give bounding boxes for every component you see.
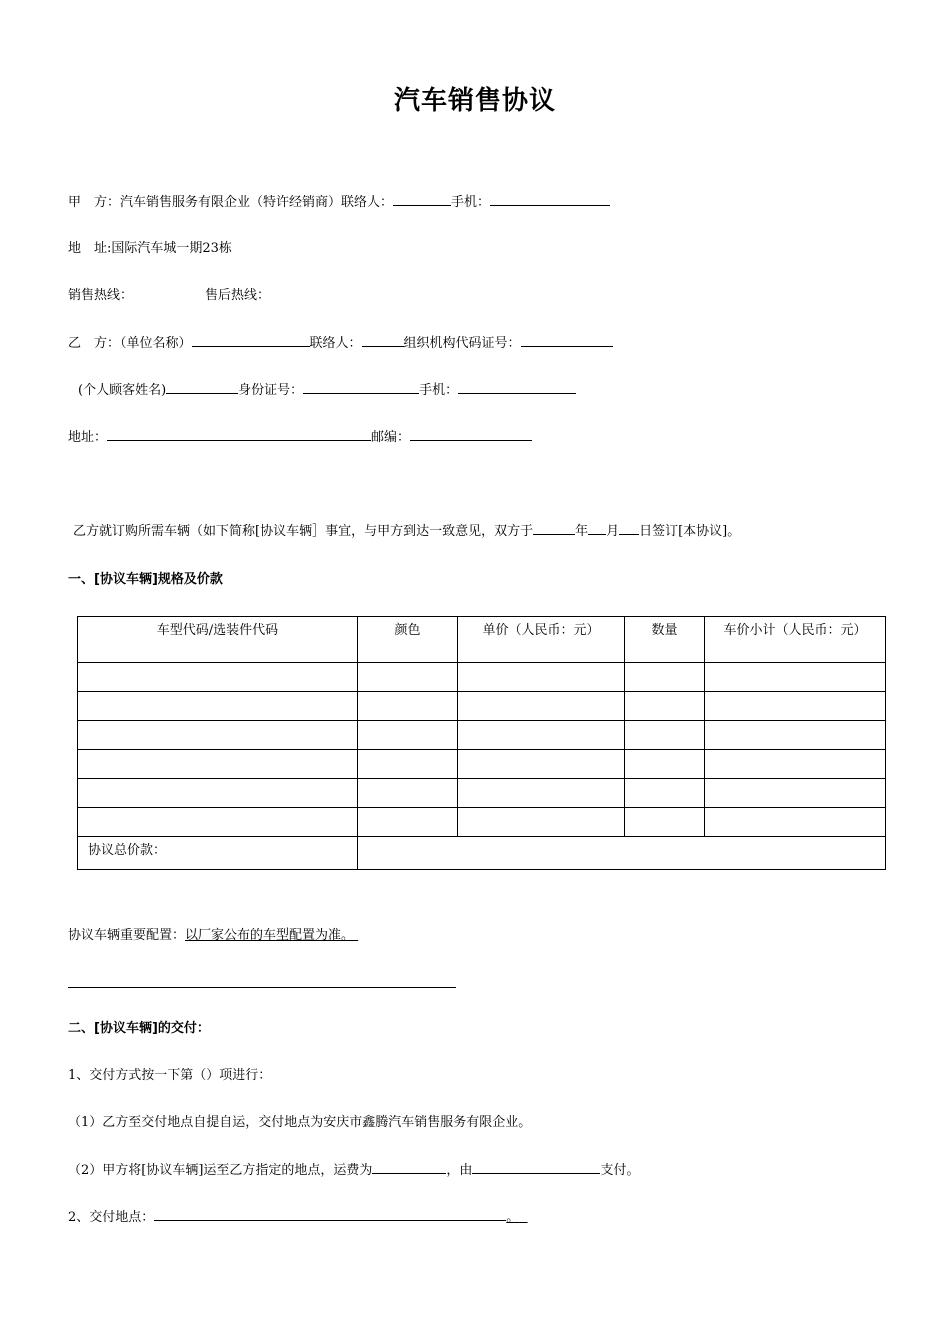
table-cell[interactable] (625, 808, 705, 837)
intro-month: 月 (606, 524, 620, 539)
table-cell[interactable] (358, 779, 458, 808)
intro-line (73, 522, 740, 541)
table-cell[interactable] (458, 721, 625, 750)
header-model-code: 车型代码/选装件代码 (78, 617, 358, 663)
personal-line (78, 381, 576, 400)
table-cell[interactable] (705, 663, 886, 692)
table-cell[interactable] (625, 663, 705, 692)
table-cell[interactable] (78, 808, 358, 837)
table-cell[interactable] (78, 721, 358, 750)
total-price-value-cell[interactable] (358, 837, 886, 870)
config-label: 协议车辆重要配置： (68, 928, 186, 943)
table-cell[interactable] (358, 721, 458, 750)
personal-phone-label: 手机： (419, 383, 459, 398)
sign-day-blank[interactable] (619, 522, 639, 535)
table-cell[interactable] (625, 779, 705, 808)
intro-day-rest: 日签订[本协议]。 (639, 524, 741, 539)
config-continuation-line (68, 987, 456, 988)
config-value: 以厂家公布的车型配置为准。 (185, 928, 355, 943)
sales-hotline-label: 销售热线： (68, 288, 134, 303)
party-a-contact-blank[interactable] (393, 193, 451, 206)
party-b-address-line (68, 428, 532, 447)
intro-year: 年 (575, 524, 589, 539)
delivery-option-2-end: 支付。 (600, 1163, 640, 1178)
table-cell[interactable] (358, 692, 458, 721)
delivery-location-blank[interactable] (154, 1208, 506, 1221)
table-cell[interactable] (458, 663, 625, 692)
table-cell[interactable] (705, 808, 886, 837)
party-b-unit-blank[interactable] (192, 334, 310, 347)
table-cell[interactable] (458, 779, 625, 808)
table-cell[interactable] (625, 750, 705, 779)
party-a-phone-label: 手机： (451, 195, 491, 210)
freight-blank[interactable] (372, 1161, 446, 1174)
config-line (68, 927, 358, 945)
header-subtotal: 车价小计（人民币：元） (705, 617, 886, 663)
table-row (78, 808, 886, 837)
party-a-phone-blank[interactable] (490, 193, 610, 206)
party-b-label: 乙 方：（单位名称） (68, 336, 192, 351)
personal-phone-blank[interactable] (458, 381, 576, 394)
party-b-org-code-blank[interactable] (521, 334, 613, 347)
table-cell[interactable] (78, 779, 358, 808)
personal-name-blank[interactable] (166, 381, 238, 394)
header-quantity: 数量 (625, 617, 705, 663)
party-b-address-blank[interactable] (107, 428, 371, 441)
personal-id-label: 身份证号： (238, 383, 304, 398)
delivery-item-1: 1、交付方式按一下第（）项进行： (68, 1068, 272, 1083)
table-row (78, 779, 886, 808)
party-a-label: 甲 方： (68, 195, 121, 210)
delivery-option-2-text: （2）甲方将[协议车辆]运至乙方指定的地点，运费为 (68, 1163, 373, 1178)
party-a-line (68, 193, 610, 212)
table-cell[interactable] (458, 808, 625, 837)
after-sales-hotline-label: 售后热线： (205, 288, 271, 303)
table-row (78, 663, 886, 692)
header-unit-price: 单价（人民币：元） (458, 617, 625, 663)
party-b-address-label: 地址： (68, 430, 108, 445)
table-cell[interactable] (705, 779, 886, 808)
table-cell[interactable] (458, 750, 625, 779)
section-1-heading: 一、[协议车辆]规格及价款 (68, 572, 223, 587)
table-cell[interactable] (78, 692, 358, 721)
party-a-name: 汽车销售服务有限企业（特许经销商）联络人： (120, 195, 394, 210)
table-row (78, 721, 886, 750)
document-title: 汽车销售协议 (393, 86, 556, 116)
table-cell[interactable] (705, 721, 886, 750)
section-2-heading: 二、[协议车辆]的交付： (68, 1021, 210, 1036)
delivery-location-end: 。 (506, 1210, 520, 1225)
vehicle-spec-table (77, 616, 886, 870)
payer-blank[interactable] (472, 1161, 600, 1174)
party-a-address: 地 址:国际汽车城一期23栋 (68, 241, 232, 256)
table-cell[interactable] (78, 663, 358, 692)
table-cell[interactable] (358, 750, 458, 779)
delivery-option-1: （1）乙方至交付地点自提自运，交付地点为安庆市鑫腾汽车销售服务有限企业。 (68, 1115, 532, 1130)
party-b-org-code-label: 组织机构代码证号： (403, 336, 521, 351)
header-color: 颜色 (358, 617, 458, 663)
delivery-location-label: 2、交付地点： (68, 1210, 155, 1225)
table-row (78, 750, 886, 779)
party-b-contact-blank[interactable] (362, 334, 404, 347)
table-cell[interactable] (458, 692, 625, 721)
table-cell[interactable] (78, 750, 358, 779)
total-price-label: 协议总价款： (78, 837, 358, 870)
postcode-label: 邮编： (371, 430, 411, 445)
table-cell[interactable] (705, 750, 886, 779)
intro-text: 乙方就订购所需车辆（如下简称[协议车辆］事宜，与甲方到达一致意见，双方于 (73, 524, 534, 539)
personal-name-label: (个人顾客姓名) (78, 383, 167, 398)
table-row (78, 692, 886, 721)
table-cell[interactable] (358, 808, 458, 837)
table-cell[interactable] (705, 692, 886, 721)
table-cell[interactable] (625, 721, 705, 750)
postcode-blank[interactable] (410, 428, 532, 441)
party-b-contact-label: 联络人： (309, 336, 362, 351)
personal-id-blank[interactable] (303, 381, 419, 394)
delivery-option-2-by: ，由 (446, 1163, 473, 1178)
sign-year-blank[interactable] (533, 522, 575, 535)
delivery-item-2 (68, 1208, 528, 1227)
total-price-row (78, 837, 886, 870)
party-b-line (68, 334, 613, 353)
hotlines-line (68, 287, 270, 305)
table-cell[interactable] (358, 663, 458, 692)
delivery-option-2 (68, 1161, 639, 1180)
table-cell[interactable] (625, 692, 705, 721)
sign-month-blank[interactable] (588, 522, 606, 535)
table-header-row (78, 617, 886, 663)
